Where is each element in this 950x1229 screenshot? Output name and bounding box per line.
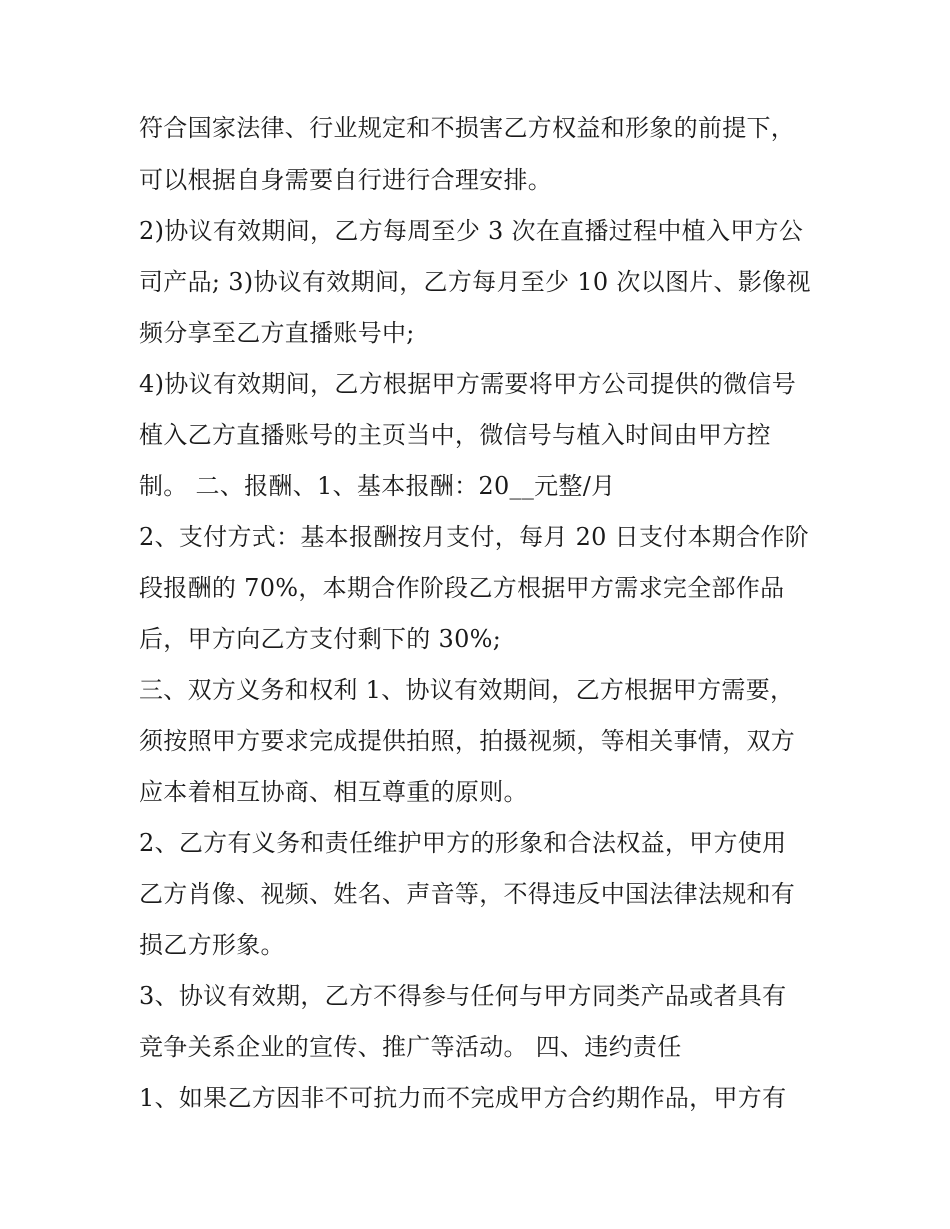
text-line: 应本着相互协商、相互尊重的原则。 <box>139 778 528 806</box>
text-line: 三、双方义务和权利 1、协议有效期间，乙方根据甲方需要， <box>139 676 795 704</box>
text-line: 损乙方形象。 <box>139 931 285 959</box>
text-line: 2)协议有效期间，乙方每周至少 3 次在直播过程中植入甲方公 <box>139 217 804 245</box>
text-line: 频分享至乙方直播账号中; <box>139 319 415 347</box>
text-line: 须按照甲方要求完成提供拍照，拍摄视频，等相关事情，双方 <box>139 727 796 755</box>
text-line: 3、协议有效期，乙方不得参与任何与甲方同类产品或者具有 <box>139 982 787 1010</box>
text-line: 2、乙方有义务和责任维护甲方的形象和合法权益，甲方使用 <box>139 829 787 857</box>
text-line: 制。 二、报酬、1、基本报酬：20__元整/月 <box>139 472 616 500</box>
text-line: 4)协议有效期间，乙方根据甲方需要将甲方公司提供的微信号 <box>139 370 797 398</box>
text-line: 植入乙方直播账号的主页当中，微信号与植入时间由甲方控 <box>139 421 771 449</box>
text-line: 司产品; 3)协议有效期间，乙方每月至少 10 次以图片、影像视 <box>139 268 811 296</box>
text-line: 竞争关系企业的宣传、推广等活动。 四、违约责任 <box>139 1033 682 1061</box>
text-line: 2、支付方式：基本报酬按月支付，每月 20 日支付本期合作阶 <box>139 523 810 551</box>
text-line: 可以根据自身需要自行进行合理安排。 <box>139 166 553 194</box>
text-line: 乙方肖像、视频、姓名、声音等，不得违反中国法律法规和有 <box>139 880 796 908</box>
text-line: 符合国家法律、行业规定和不损害乙方权益和形象的前提下， <box>139 114 796 142</box>
text-line: 后，甲方向乙方支付剩下的 30%; <box>139 625 502 653</box>
text-line: 1、如果乙方因非不可抗力而不完成甲方合约期作品，甲方有 <box>139 1084 787 1112</box>
text-line: 段报酬的 70%，本期合作阶段乙方根据甲方需求完全部作品 <box>139 574 785 602</box>
